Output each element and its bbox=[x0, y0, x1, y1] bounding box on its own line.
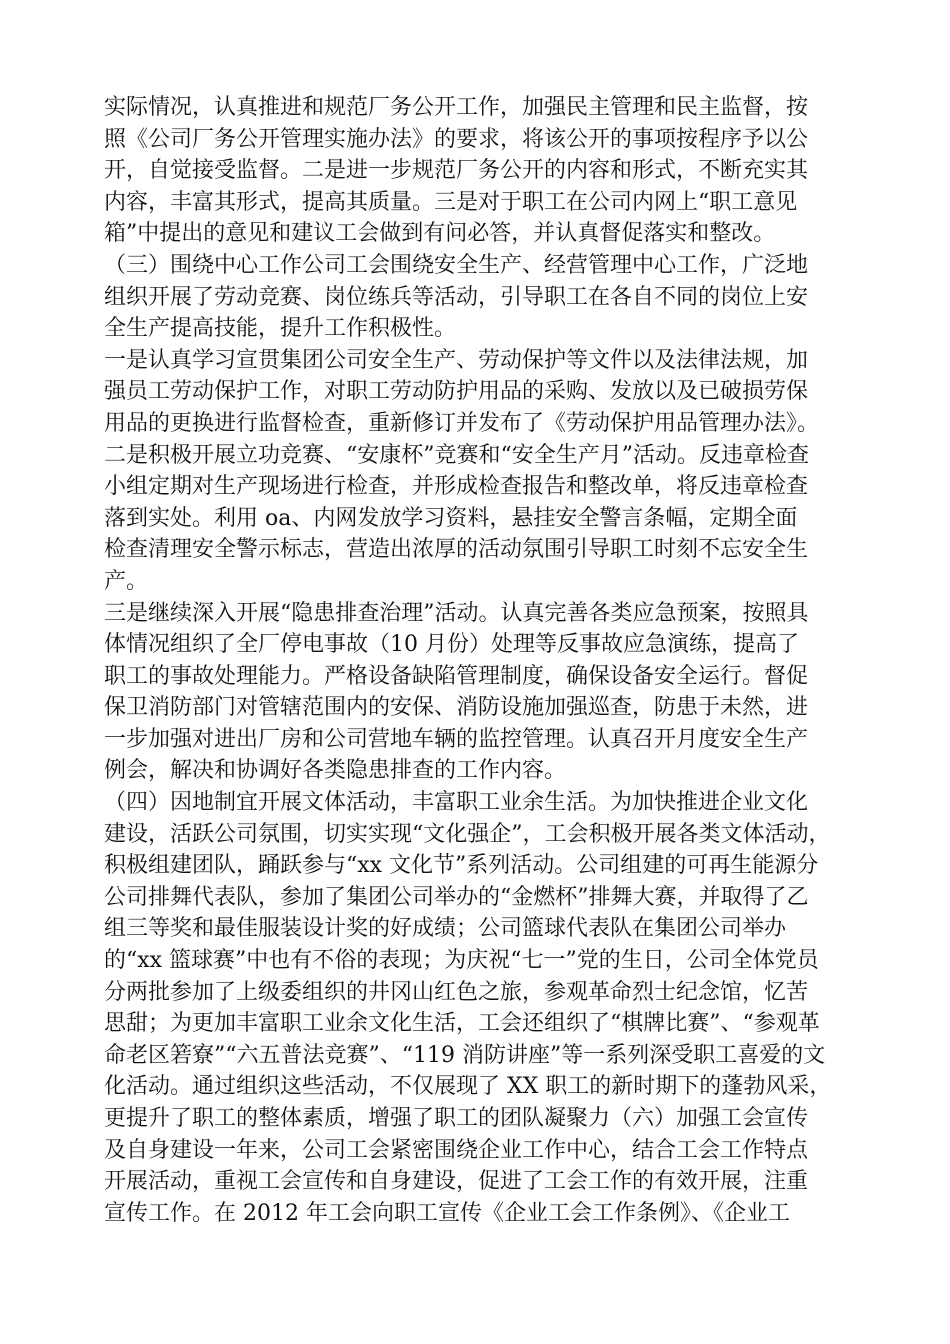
text-line: （三）围绕中心工作公司工会围绕安全生产、经营管理中心工作，广泛地 bbox=[104, 252, 809, 278]
text-line: 开，自觉接受监督。二是进一步规范厂务公开的内容和形式，不断充实其 bbox=[104, 158, 809, 184]
document-body bbox=[104, 92, 864, 1229]
text-line: 建设，活跃公司氛围，切实实现“文化强企”，工会积极开展各类文体活动， bbox=[104, 821, 831, 847]
text-line: 组织开展了劳动竞赛、岗位练兵等活动，引导职工在各自不同的岗位上安 bbox=[104, 284, 809, 310]
text-line: 三是继续深入开展“隐患排查治理”活动。认真完善各类应急预案，按照具 bbox=[104, 600, 809, 626]
text-line: 宣传工作。在 2012 年工会向职工宣传《企业工会工作条例》、《企业工 bbox=[104, 1200, 790, 1226]
text-line: 落到实处。利用 oa、内网发放学习资料，悬挂安全警言条幅，定期全面 bbox=[104, 505, 798, 531]
text-line: 化活动。通过组织这些活动，不仅展现了 XX 职工的新时期下的蓬勃风采， bbox=[104, 1074, 832, 1100]
text-line: 一步加强对进出厂房和公司营地车辆的监控管理。认真召开月度安全生产 bbox=[104, 726, 809, 752]
text-line: 二是积极开展立功竞赛、“安康杯”竞赛和“安全生产月”活动。反违章检查 bbox=[104, 442, 809, 468]
text-line: 例会，解决和协调好各类隐患排查的工作内容。 bbox=[104, 758, 567, 784]
text-line: 的“xx 篮球赛”中也有不俗的表现；为庆祝“七一”党的生日，公司全体党员 bbox=[104, 948, 819, 974]
text-line: 小组定期对生产现场进行检查，并形成检查报告和整改单，将反违章检查 bbox=[104, 474, 809, 500]
text-line: 用品的更换进行监督检查，重新修订并发布了《劳动保护用品管理办法》。 bbox=[104, 410, 820, 436]
text-line: 分两批参加了上级委组织的井冈山红色之旅，参观革命烈士纪念馆，忆苦 bbox=[104, 979, 809, 1005]
text-line: 全生产提高技能，提升工作积极性。 bbox=[104, 316, 457, 342]
text-line: 积极组建团队，踊跃参与“xx 文化节”系列活动。公司组建的可再生能源分 bbox=[104, 853, 819, 879]
text-line: 组三等奖和最佳服装设计奖的好成绩；公司篮球代表队在集团公司举办 bbox=[104, 916, 787, 942]
text-line: 开展活动，重视工会宣传和自身建设，促进了工会工作的有效开展，注重 bbox=[104, 1169, 809, 1195]
text-line: 实际情况，认真推进和规范厂务公开工作，加强民主管理和民主监督，按 bbox=[104, 95, 809, 120]
text-line: 公司排舞代表队，参加了集团公司举办的“金燃杯”排舞大赛，并取得了乙 bbox=[104, 884, 809, 910]
text-line: 检查清理安全警示标志，营造出浓厚的活动氛围引导职工时刻不忘安全生 bbox=[104, 537, 809, 563]
text-line: 思甜；为更加丰富职工业余文化生活，工会还组织了“棋牌比赛”、“参观革 bbox=[104, 1011, 820, 1037]
text-line: 职工的事故处理能力。严格设备缺陷管理制度，确保设备安全运行。督促 bbox=[104, 663, 809, 689]
text-line: 强员工劳动保护工作，对职工劳动防护用品的采购、发放以及已破损劳保 bbox=[104, 379, 809, 405]
text-line: 箱”中提出的意见和建议工会做到有问必答，并认真督促落实和整改。 bbox=[104, 221, 776, 247]
text-line: （四）因地制宜开展文体活动，丰富职工业余生活。为加快推进企业文化 bbox=[104, 790, 809, 816]
text-line: 更提升了职工的整体素质，增强了职工的团队凝聚力（六）加强工会宣传 bbox=[104, 1106, 809, 1131]
text-line: 内容，丰富其形式，提高其质量。三是对于职工在公司内网上“职工意见 bbox=[104, 189, 798, 215]
text-line: 产。 bbox=[104, 568, 149, 594]
text-line: 及自身建设一年来，公司工会紧密围绕企业工作中心，结合工会工作特点 bbox=[104, 1137, 809, 1163]
text-line: 体情况组织了全厂停电事故（10 月份）处理等反事故应急演练，提高了 bbox=[104, 632, 799, 658]
text-line: 照《公司厂务公开管理实施办法》的要求，将该公开的事项按程序予以公 bbox=[104, 126, 809, 152]
text-line: 保卫消防部门对管辖范围内的安保、消防设施加强巡查，防患于未然，进 bbox=[104, 695, 809, 721]
text-line: 命老区箬寮”“六五普法竞赛”、“119 消防讲座”等一系列深受职工喜爱的文 bbox=[104, 1042, 826, 1068]
text-line: 一是认真学习宣贯集团公司安全生产、劳动保护等文件以及法律法规，加 bbox=[104, 347, 809, 373]
